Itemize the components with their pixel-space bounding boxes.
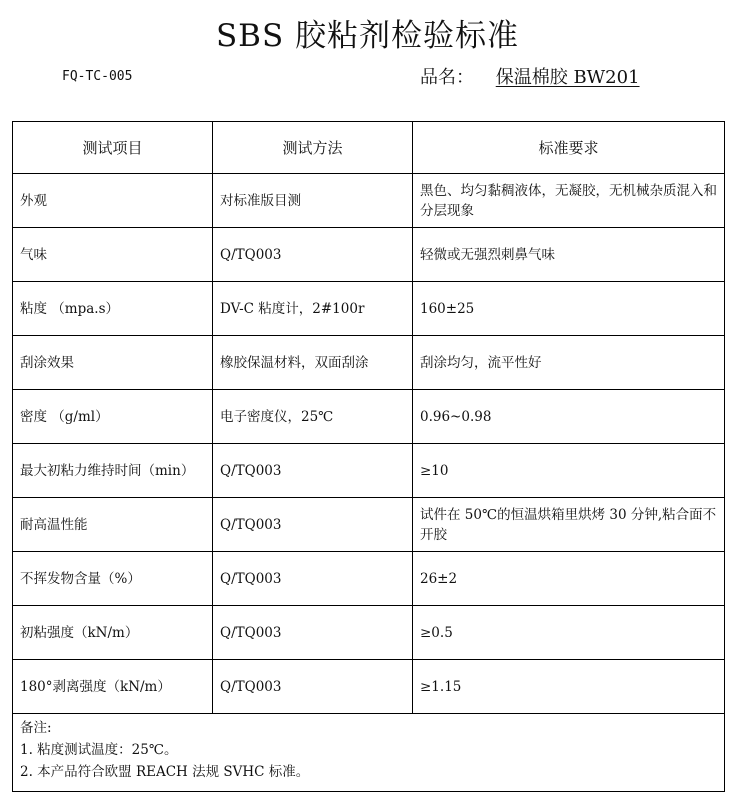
document-title: SBS 胶粘剂检验标准 (215, 18, 520, 54)
cell-test-item: 密度 （g/ml） (13, 390, 213, 444)
cell-test-method: DV-C 粘度计，2#100r (213, 282, 413, 336)
table-row (13, 552, 725, 606)
cell-test-method: Q/TQ003 (213, 660, 413, 714)
table-header-row (13, 122, 725, 174)
cell-test-item: 最大初粘力维持时间（min） (13, 444, 213, 498)
cell-requirement: 试件在 50℃的恒温烘箱里烘烤 30 分钟,粘合面不开胶 (413, 498, 725, 552)
cell-test-item: 耐高温性能 (13, 498, 213, 552)
table-row (13, 606, 725, 660)
cell-test-method: Q/TQ003 (213, 228, 413, 282)
cell-requirement: ≥0.5 (413, 606, 725, 660)
product-name: 保温棉胶 BW201 (495, 67, 640, 88)
cell-test-method: Q/TQ003 (213, 552, 413, 606)
column-header-requirement: 标准要求 (413, 122, 725, 174)
table-row (13, 390, 725, 444)
cell-requirement: ≥1.15 (413, 660, 725, 714)
cell-requirement: ≥10 (413, 444, 725, 498)
table-row (13, 336, 725, 390)
cell-test-item: 外观 (13, 174, 213, 228)
cell-requirement: 黑色、均匀黏稠液体，无凝胶，无机械杂质混入和分层现象 (413, 174, 725, 228)
cell-test-method: Q/TQ003 (213, 498, 413, 552)
document-code: FQ-TC-005 (62, 69, 133, 84)
cell-test-method: 对标准版目测 (213, 174, 413, 228)
cell-test-item: 初粘强度（kN/m） (13, 606, 213, 660)
cell-requirement: 轻微或无强烈刺鼻气味 (413, 228, 725, 282)
table-row (13, 660, 725, 714)
cell-test-item: 180°剥离强度（kN/m） (13, 660, 213, 714)
cell-requirement: 26±2 (413, 552, 725, 606)
table-row (13, 174, 725, 228)
cell-test-item: 气味 (13, 228, 213, 282)
cell-requirement: 刮涂均匀，流平性好 (413, 336, 725, 390)
cell-test-item: 粘度 （mpa.s） (13, 282, 213, 336)
note-item: 2. 本产品符合欧盟 REACH 法规 SVHC 标准。 (20, 764, 310, 780)
product-line (420, 63, 640, 89)
table-row (13, 498, 725, 552)
notes-cell (13, 714, 725, 792)
table-row (13, 444, 725, 498)
cell-test-method: Q/TQ003 (213, 606, 413, 660)
notes-row (13, 714, 725, 792)
cell-test-item: 刮涂效果 (13, 336, 213, 390)
cell-test-method: 橡胶保温材料，双面刮涂 (213, 336, 413, 390)
note-item: 1. 粘度测试温度：25℃。 (20, 742, 178, 758)
cell-requirement: 160±25 (413, 282, 725, 336)
table-row (13, 282, 725, 336)
cell-requirement: 0.96~0.98 (413, 390, 725, 444)
product-label: 品名： (420, 67, 474, 88)
column-header-test-item: 测试项目 (13, 122, 213, 174)
cell-test-method: 电子密度仪，25℃ (213, 390, 413, 444)
table-row (13, 228, 725, 282)
column-header-test-method: 测试方法 (213, 122, 413, 174)
cell-test-method: Q/TQ003 (213, 444, 413, 498)
notes-label: 备注: (20, 720, 52, 736)
inspection-standard-table (12, 121, 725, 792)
cell-test-item: 不挥发物含量（%） (13, 552, 213, 606)
